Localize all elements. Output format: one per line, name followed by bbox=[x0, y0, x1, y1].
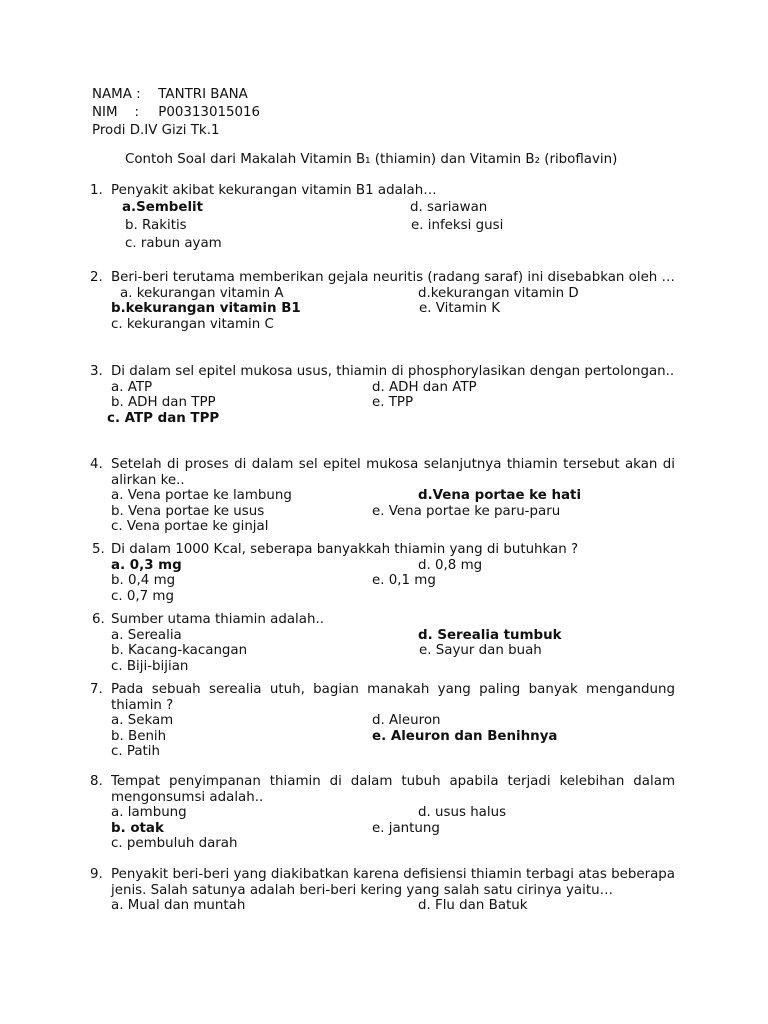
question-9 bbox=[90, 867, 675, 914]
question-3 bbox=[90, 364, 675, 426]
student-info bbox=[92, 86, 260, 140]
question-5 bbox=[90, 542, 675, 604]
option-c: c. pembuluh darah bbox=[111, 836, 238, 851]
option-c: c. Biji-bijian bbox=[111, 658, 189, 674]
option-a: a. ATP bbox=[111, 379, 153, 395]
option-e: e. TPP bbox=[372, 395, 414, 410]
option-d: d.kekurangan vitamin D bbox=[418, 285, 579, 301]
question-number: 3. bbox=[90, 364, 103, 379]
option-a: a. kekurangan vitamin A bbox=[120, 285, 284, 301]
question-number: 2. bbox=[90, 270, 103, 285]
option-b-answer: b. otak bbox=[111, 820, 164, 836]
option-a: a. lambung bbox=[111, 805, 187, 820]
prodi-line: Prodi D.IV Gizi Tk.1 bbox=[92, 123, 220, 138]
question-8 bbox=[90, 774, 675, 852]
option-a: a. Sekam bbox=[111, 713, 174, 728]
nim-label: NIM : bbox=[92, 105, 140, 120]
option-b: b. ADH dan TPP bbox=[111, 395, 216, 410]
option-b: b. Rakitis bbox=[125, 217, 187, 233]
question-text: Penyakit beri-beri yang diakibatkan karena defisiensi thiamin terbagi atas beberapa jenis. Salah satunya adalah beri-beri kering yang salah satu cirinya yaitu… bbox=[111, 867, 675, 898]
question-7 bbox=[90, 682, 675, 760]
option-d: d. sariawan bbox=[410, 199, 488, 215]
question-text: Penyakit akibat kekurangan vitamin B1 adalah… bbox=[111, 183, 437, 198]
question-2 bbox=[90, 270, 675, 332]
question-4 bbox=[90, 457, 675, 535]
question-1 bbox=[90, 183, 675, 253]
option-e: e. 0,1 mg bbox=[372, 573, 436, 588]
option-d-answer: d. Serealia tumbuk bbox=[418, 627, 562, 643]
option-b: b. Benih bbox=[111, 728, 167, 744]
option-c: c. Patih bbox=[111, 744, 161, 759]
nim-line bbox=[92, 104, 260, 122]
question-number: 5. bbox=[92, 542, 105, 557]
question-text: Pada sebuah serealia utuh, bagian manakah yang paling banyak mengandung thiamin ? bbox=[111, 682, 675, 713]
question-text: Setelah di proses di dalam sel epitel mukosa selanjutnya thiamin tersebut akan di alirkan ke.. bbox=[111, 457, 675, 488]
question-number: 6. bbox=[92, 612, 105, 627]
option-c: c. Vena portae ke ginjal bbox=[111, 519, 269, 534]
option-b: b. Kacang-kacangan bbox=[111, 643, 248, 658]
option-e-answer: e. Aleuron dan Benihnya bbox=[372, 728, 558, 744]
option-a-answer: a. 0,3 mg bbox=[111, 557, 182, 573]
question-text: Tempat penyimpanan thiamin di dalam tubuh apabila terjadi kelebihan dalam mengonsumsi adalah.. bbox=[111, 774, 675, 805]
option-b: b. 0,4 mg bbox=[111, 573, 176, 588]
name-value: TANTRI BANA bbox=[158, 87, 248, 102]
option-a: a. Vena portae ke lambung bbox=[111, 488, 292, 503]
question-number: 9. bbox=[90, 867, 103, 882]
option-a: a. Mual dan muntah bbox=[111, 898, 246, 913]
question-number: 8. bbox=[90, 774, 103, 789]
question-text: Sumber utama thiamin adalah.. bbox=[111, 612, 324, 627]
option-c: c. 0,7 mg bbox=[111, 588, 174, 604]
option-c: c. rabun ayam bbox=[125, 235, 222, 251]
document-title: Contoh Soal dari Makalah Vitamin B₁ (thiamin) dan Vitamin B₂ (riboflavin) bbox=[125, 152, 618, 167]
question-text: Beri-beri terutama memberikan gejala neuritis (radang saraf) ini disebabkan oleh … bbox=[111, 270, 675, 285]
option-d: d. Aleuron bbox=[372, 713, 441, 728]
option-c: c. kekurangan vitamin C bbox=[111, 316, 274, 332]
option-e: e. infeksi gusi bbox=[411, 217, 504, 233]
option-e: e. jantung bbox=[372, 820, 440, 836]
option-a: a. Serealia bbox=[111, 627, 182, 643]
option-e: e. Vitamin K bbox=[419, 301, 501, 316]
option-d-answer: d.Vena portae ke hati bbox=[418, 488, 582, 503]
option-d: d. ADH dan ATP bbox=[372, 379, 477, 395]
question-6 bbox=[90, 612, 675, 674]
name-line bbox=[92, 86, 260, 104]
option-b: b. Vena portae ke usus bbox=[111, 503, 265, 519]
question-text: Di dalam sel epitel mukosa usus, thiamin di phosphorylasikan dengan pertolongan.. bbox=[111, 364, 675, 379]
option-b-answer: b.kekurangan vitamin B1 bbox=[111, 301, 301, 316]
name-label: NAMA : bbox=[92, 87, 141, 102]
option-e: e. Sayur dan buah bbox=[419, 643, 542, 658]
option-d: d. 0,8 mg bbox=[418, 557, 483, 573]
option-d: d. Flu dan Batuk bbox=[418, 898, 528, 913]
option-c-answer: c. ATP dan TPP bbox=[107, 410, 220, 426]
option-e: e. Vena portae ke paru-paru bbox=[372, 503, 561, 519]
option-d: d. usus halus bbox=[418, 805, 507, 820]
question-number: 4. bbox=[90, 457, 103, 472]
question-number: 1. bbox=[90, 183, 103, 198]
nim-value: P00313015016 bbox=[158, 105, 261, 120]
question-text: Di dalam 1000 Kcal, seberapa banyakkah thiamin yang di butuhkan ? bbox=[111, 542, 579, 557]
question-number: 7. bbox=[90, 682, 103, 697]
option-a-answer: a.Sembelit bbox=[122, 199, 204, 215]
